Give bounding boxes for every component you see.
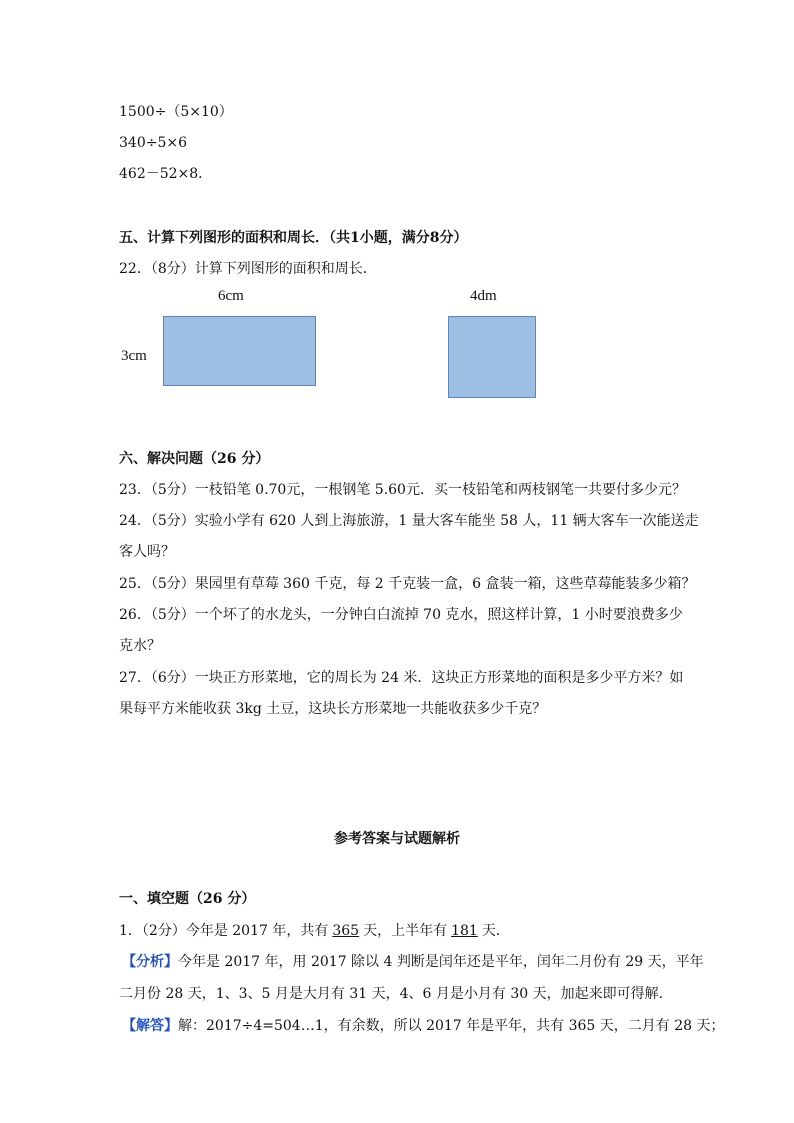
analysis-text-1: 今年是 2017 年，用 2017 除以 4 判断是闰年还是平年，闰年二月份有 29 天，平年	[178, 954, 704, 970]
calc-line-1: 1500÷（5×10）	[119, 104, 233, 120]
q1-suffix: 天．	[481, 923, 510, 939]
question-26-line1: 26．（5分）一个坏了的水龙头，一分钟白白流掉 70 克水，照这样计算，1 小时要浪费多少	[119, 607, 683, 623]
square-side-label: 4dm	[470, 288, 497, 304]
analysis-tag: 【分析】	[122, 954, 178, 970]
solution-tag: 【解答】	[122, 1018, 178, 1034]
answer-question-1	[119, 921, 510, 941]
rect-width-label: 6cm	[218, 288, 244, 304]
analysis-line-1	[122, 952, 704, 972]
q1-blank-1: 365	[332, 923, 360, 939]
solution-text-1: 解：2017÷4=504…1，有余数，所以 2017 年是平年，共有 365 天，二月有 28 天；	[178, 1018, 725, 1034]
question-22: 22．（8分）计算下列图形的面积和周长．	[119, 261, 377, 277]
question-25: 25．（5分）果园里有草莓 360 千克，每 2 千克装一盒，6 盒装一箱，这些草莓能装多少箱？	[119, 576, 696, 592]
square-figure	[448, 316, 536, 398]
answers-title: 参考答案与试题解析	[334, 831, 460, 847]
calc-line-2: 340÷5×6	[119, 135, 187, 151]
solution-line-1	[122, 1016, 725, 1036]
q1-mid: 天，上半年有	[363, 923, 448, 939]
answers-section1-heading: 一、填空题（26 分）	[119, 891, 256, 907]
analysis-line-2: 二月份 28 天，1、3、5 月是大月有 31 天，4、6 月是小月有 30 天，加起来即可得解．	[119, 986, 673, 1002]
question-24-line1: 24．（5分）实验小学有 620 人到上海旅游，1 量大客车能坐 58 人，11 辆大客车一次能送走	[119, 513, 699, 529]
question-27-line2: 果每平方米能收获 3kg 土豆，这块长方形菜地一共能收获多少千克？	[119, 701, 547, 717]
q1-prefix: 1．（2分）今年是 2017 年，共有	[119, 923, 329, 939]
q1-blank-2: 181	[451, 923, 478, 939]
question-24-line2: 客人吗？	[119, 544, 175, 560]
rectangle-figure	[163, 316, 316, 386]
section5-heading: 五、计算下列图形的面积和周长．（共1小题，满分8分）	[119, 230, 468, 246]
question-27-line1: 27．（6分）一块正方形菜地，它的周长为 24 米．这块正方形菜地的面积是多少平方米？如	[119, 670, 684, 686]
rect-height-label: 3cm	[121, 348, 147, 364]
question-26-line2: 克水？	[119, 638, 161, 654]
section6-heading: 六、解决问题（26 分）	[119, 451, 270, 467]
question-23: 23．（5分）一枝铅笔 0.70元，一根钢笔 5.60元．买一枝铅笔和两枝钢笔一共要付多少元？	[119, 482, 686, 498]
calc-line-3: 462－52×8．	[119, 166, 213, 182]
